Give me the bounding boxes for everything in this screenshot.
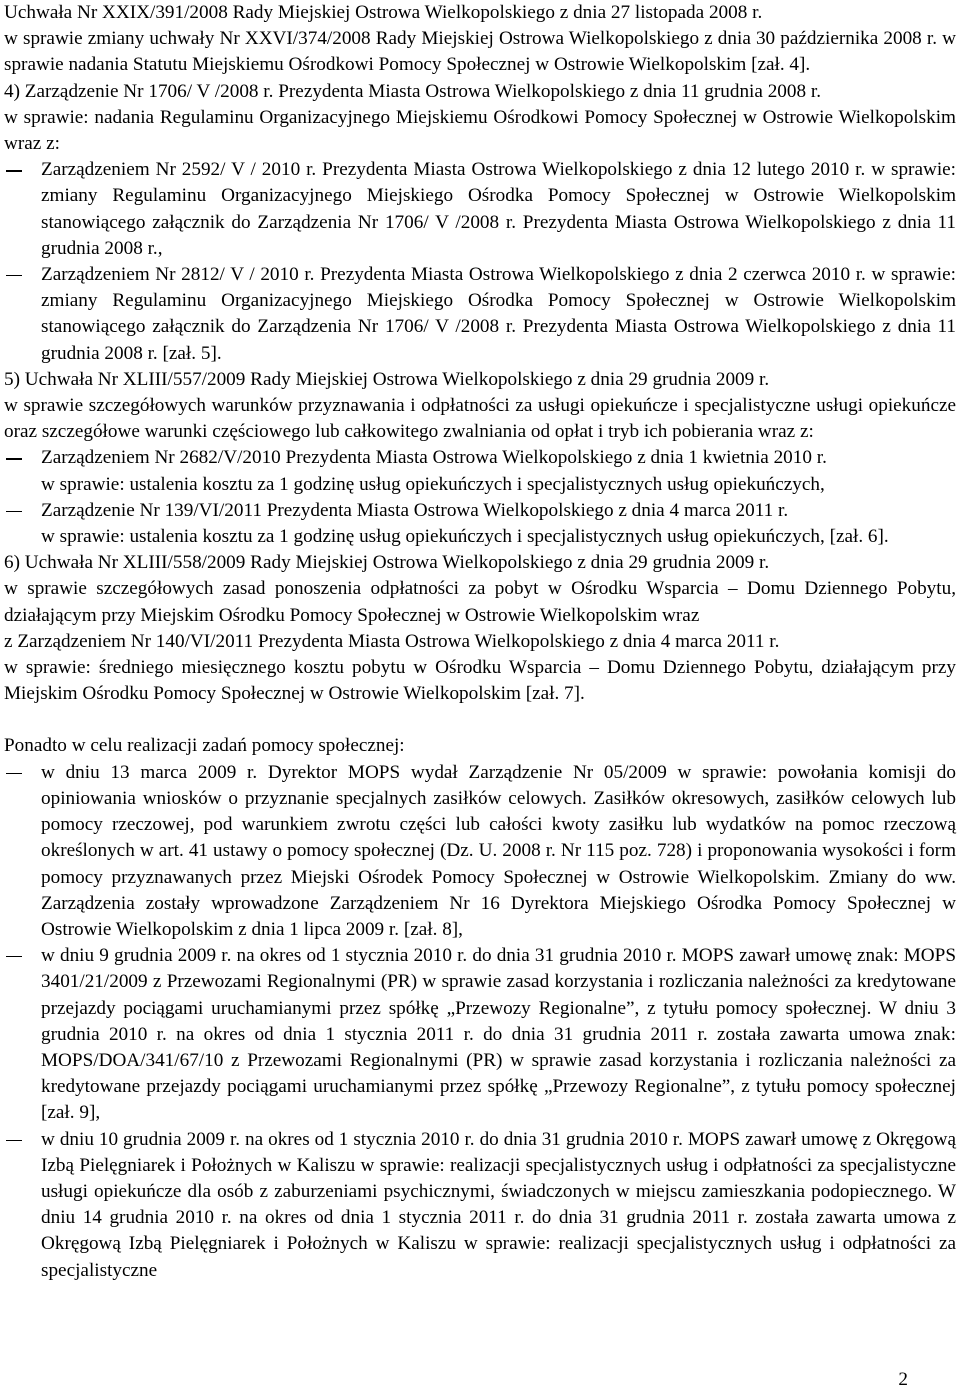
list-item-text: w dniu 10 grudnia 2009 r. na okres od 1 stycznia 2010 r. do dnia 31 grudnia 2010 r. MOPS zawarł umowę z Okręgową Izbą Pielęgniarek i Położnych w Kaliszu w sprawie: realizacji specjalistycznych usług i odpłatności za specjalistyczne usługi opiekuńcze dla osób z zaburzeniami psychicznymi, świadczonych w miejscu zamieszkania podopiecznego. W dniu 14 grudnia 2010 r. na okres od dnia 1 stycznia 2011 r. do dnia 31 grudnia 2011 r. została zawarta umowa z Okręgową Izbą Pielęgniarek i Położnych w Kaliszu w sprawie: realizacji specjalistycznych usług i odpłatności za specjalistyczne (41, 1128, 956, 1281)
list-item-subtext: w sprawie: ustalenia kosztu za 1 godzinę usług opiekuńczych i specjalistycznych usług opiekuńczych, [zał. 6]. (41, 526, 889, 548)
dash-bullet-icon (6, 511, 22, 512)
item4-list (4, 157, 956, 367)
item5-list-2 (4, 498, 956, 524)
list-item-text: Zarządzeniem Nr 2682/V/2010 Prezydenta Miasta Ostrowa Wielkopolskiego z dnia 1 kwietnia 2010 r. (41, 447, 827, 469)
item6-heading: 6) Uchwała Nr XLIII/558/2009 Rady Miejskiej Ostrowa Wielkopolskiego z dnia 29 grudnia 2009 r. (4, 552, 770, 574)
item6-body-3: w sprawie: średniego miesięcznego kosztu pobytu w Ośrodku Wsparcia – Domu Dziennego Pobytu, działającym przy Miejskim Ośrodku Pomocy Społecznej w Ostrowie Wielkopolskim [zał. 7]. (4, 657, 956, 705)
list-item-text: Zarządzenie Nr 139/VI/2011 Prezydenta Miasta Ostrowa Wielkopolskiego z dnia 4 marca 2011 r. (41, 499, 789, 521)
dash-bullet-icon (6, 170, 22, 171)
item3-title: Uchwała Nr XXIX/391/2008 Rady Miejskiej Ostrowa Wielkopolskiego z dnia 27 listopada 2008 r. (4, 2, 763, 23)
list-item-text: w dniu 13 marca 2009 r. Dyrektor MOPS wydał Zarządzenie Nr 05/2009 w sprawie: powołania komisji do opiniowania wniosków o przyznanie specjalnych zasiłków celowych. Zasiłków okresowych, zasiłków celowych lub pomocy rzeczowej, pod warunkiem zwrotu części lub całości kwoty zasiłku lub wydatków na pomoc rzeczową określonych w art. 41 ustawy o pomocy społecznej (Dz. U. 2008 r. Nr 115 poz. 728) i proponowania wysokości i form pomocy przyznawanych przez Miejski Ośrodek Pomocy Społecznej w Ostrowie Wielkopolskim. Zmiany do ww. Zarządzenia zostały wprowadzone Zarządzeniem Nr 16 Dyrektora Miejskiego Ośrodka Pomocy Społecznej w Ostrowie Wielkopolskim z dnia 1 lipca 2009 r. [zał. 8], (41, 761, 956, 940)
item6-body-2: z Zarządzeniem Nr 140/VI/2011 Prezydenta Miasta Ostrowa Wielkopolskiego z dnia 4 marca 2011 r. (4, 630, 780, 652)
item5-heading: 5) Uchwała Nr XLIII/557/2009 Rady Miejskiej Ostrowa Wielkopolskiego z dnia 29 grudnia 2009 r. (4, 368, 770, 390)
item4-body: w sprawie: nadania Regulaminu Organizacyjnego Miejskiemu Ośrodkowi Pomocy Społecznej w Ostrowie Wielkopolskim wraz z: (4, 106, 956, 155)
dash-bullet-icon (6, 1140, 22, 1141)
page-number: 2 (898, 1369, 908, 1390)
list-item (4, 943, 956, 1126)
list-item-text: w dniu 9 grudnia 2009 r. na okres od 1 stycznia 2010 r. do dnia 31 grudnia 2010 r. MOPS zawarł umowę znak: MOPS 3401/21/2009 z Przewozami Regionalnymi (PR) w sprawie zasad korzystania i rozliczania należności za kredytowane przejazdy pociągami uruchamianymi przez spółkę „Przewozy Regionalne”, z tytułu pomocy społecznej. W dniu 3 grudnia 2010 r. na okres od dnia 1 stycznia 2011 r. do dnia 31 grudnia 2011 r. została zawarta umowa znak: MOPS/DOA/341/67/10 z Przewozami Regionalnymi (PR) w sprawie zasad korzystania i rozliczania należności za kredytowane przejazdy pociągami uruchamianymi przez spółkę „Przewozy Regionalne”, z tytułu pomocy społecznej [zał. 9], (41, 945, 956, 1124)
dash-bullet-icon (6, 275, 22, 276)
list-item (4, 445, 956, 471)
list-item (4, 1127, 956, 1284)
list-item (4, 262, 956, 367)
dash-bullet-icon (6, 458, 22, 459)
dash-bullet-icon (6, 773, 22, 774)
item4-heading: 4) Zarządzenie Nr 1706/ V /2008 r. Prezydenta Miasta Ostrowa Wielkopolskiego z dnia 11 grudnia 2008 r. (4, 80, 821, 102)
item5-list (4, 445, 956, 471)
further-list (4, 760, 956, 1284)
item5-body: w sprawie szczegółowych warunków przyznawania i odpłatności za usługi opiekuńcze i specjalistyczne usługi opiekuńcze oraz szczegółowe warunki częściowego lub całkowitego zwalniania od opłat i tryb ich pobierania wraz z: (4, 395, 956, 443)
list-item (4, 157, 956, 262)
list-item (4, 498, 956, 524)
list-item-subtext: w sprawie: ustalenia kosztu za 1 godzinę usług opiekuńczych i specjalistycznych usług opiekuńczych, (41, 473, 825, 495)
list-item (4, 760, 956, 943)
item3-body: w sprawie zmiany uchwały Nr XXVI/374/2008 Rady Miejskiej Ostrowa Wielkopolskiego z dnia 30 października 2008 r. w sprawie nadania Statutu Miejskiemu Ośrodkowi Pomocy Społecznej w Ostrowie Wielkopolskim [zał. 4]. (4, 28, 956, 76)
dash-bullet-icon (6, 956, 22, 957)
item6-body-1: w sprawie szczegółowych zasad ponoszenia odpłatności za pobyt w Ośrodku Wsparcia – Domu Dziennego Pobytu, działającym przy Miejskim Ośrodku Pomocy Społecznej w Ostrowie Wielkopolskim wraz (4, 578, 956, 626)
list-item-text: Zarządzeniem Nr 2812/ V / 2010 r. Prezydenta Miasta Ostrowa Wielkopolskiego z dnia 2 czerwca 2010 r. w sprawie: zmiany Regulaminu Organizacyjnego Miejskiego Ośrodka Pomocy Społecznej w Ostrowie Wielkopolskim stanowiącego załącznik do Zarządzenia Nr 1706/ V /2008 r. Prezydenta Miasta Ostrowa Wielkopolskiego z dnia 11 grudnia 2008 r. [zał. 5]. (41, 264, 956, 364)
spacer (4, 707, 956, 733)
further-intro: Ponadto w celu realizacji zadań pomocy społecznej: (4, 735, 405, 757)
list-item-text: Zarządzeniem Nr 2592/ V / 2010 r. Prezydenta Miasta Ostrowa Wielkopolskiego z dnia 12 lutego 2010 r. w sprawie: zmiany Regulaminu Organizacyjnego Miejskiego Ośrodka Pomocy Społecznej w Ostrowie Wielkopolskim stanowiącego załącznik do Zarządzenia Nr 1706/ V /2008 r. Prezydenta Miasta Ostrowa Wielkopolskiego z dnia 11 grudnia 2008 r., (41, 159, 956, 259)
